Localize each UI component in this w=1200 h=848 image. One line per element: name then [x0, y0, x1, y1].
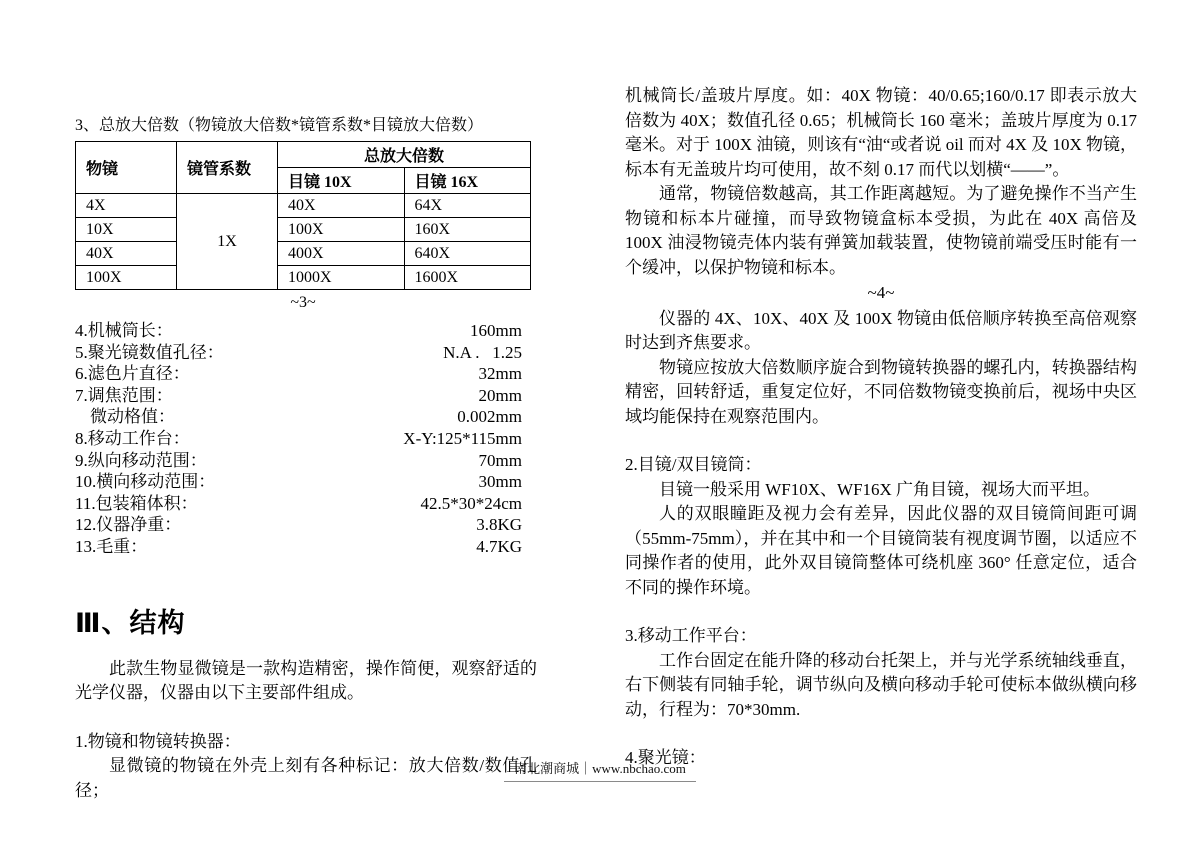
item2-paragraph-1: 目镜一般采用 WF10X、WF16X 广角目镜，视场大而平坦。	[659, 479, 1101, 499]
spec-row	[75, 363, 522, 385]
parfocal-paragraph: 仪器的 4X、10X、40X 及 100X 物镜由低倍顺序转换至高倍观察时达到齐焦要求。	[625, 308, 1137, 352]
spec-value: X-Y:125*115mm	[403, 428, 522, 448]
cell-objective: 4X	[76, 194, 177, 218]
spec-label: 7.调焦范围：	[75, 385, 173, 405]
spring-loaded-paragraph: 通常，物镜倍数越高，其工作距离越短。为了避免操作不当产生物镜和标本片碰撞，而导致物镜盒标本受损，为此在 40X 高倍及 100X 油浸物镜壳体内装有弹簧加载装置，使物镜前端受压时能有一个缓冲，以保护物镜和标本。	[625, 184, 1137, 277]
spec-value: 4.7KG	[476, 536, 522, 556]
spec-value: 32mm	[478, 364, 522, 384]
spec-value: 70mm	[478, 450, 522, 470]
cell-total-16x: 64X	[404, 194, 531, 218]
spec-value: 3.8KG	[476, 515, 522, 535]
footer	[0, 758, 1200, 782]
spec-row	[75, 342, 522, 364]
magnification-table	[75, 141, 531, 290]
cell-total-10x: 400X	[278, 242, 405, 266]
spec-label: 13.毛重：	[75, 536, 148, 556]
spec-label: 4.机械筒长：	[75, 321, 173, 340]
spec-row	[75, 536, 522, 558]
spec-label: 11.包装箱体积：	[75, 493, 198, 513]
spec-label: 5.聚光镜数值孔径：	[75, 342, 224, 362]
spec-row	[75, 471, 522, 493]
spec-row	[75, 493, 522, 515]
header-total-magnification: 总放大倍数	[278, 142, 531, 168]
cell-total-10x: 100X	[278, 218, 405, 242]
header-eyepiece-10x: 目镜 10X	[278, 168, 405, 194]
item1-title: 1.物镜和物镜转换器：	[75, 731, 241, 751]
spec-row	[75, 385, 522, 407]
objective-marking-paragraph: 机械筒长/盖玻片厚度。如：40X 物镜：40/0.65;160/0.17 即表示放大倍数为 40X；数值孔径 0.65；机械筒长 160 毫米；盖玻片厚度为 0.17 毫米。对于 100X 油镜，则该有“油“或者说 oil 而对 4X 及 10X 物镜，标本有无盖玻片均可使用，故不刻 0.17 而代以划横“——”。	[625, 86, 1137, 179]
structure-intro-paragraph: 此款生物显微镜是一款构造精密，操作简便，观察舒适的光学仪器，仪器由以下主要部件组成。	[75, 658, 537, 703]
item3-title: 3.移动工作平台：	[625, 626, 757, 645]
right-column	[625, 84, 1137, 771]
spec-row	[75, 428, 522, 450]
footer-watermark: 南北潮商城｜www.nbchao.com	[504, 758, 696, 782]
item3-paragraph: 工作台固定在能升降的移动台托架上，并与光学系统轴线垂直，右下侧装有同轴手轮，调节纵向及横向移动手轮可使标本做纵横向移动，行程为：70*30mm.	[625, 650, 1137, 719]
spec-label: 8.移动工作台：	[75, 428, 190, 448]
table-row	[76, 218, 531, 242]
page-number-marker-3: ~3~	[290, 294, 316, 311]
cell-objective: 10X	[76, 218, 177, 242]
header-objective: 物镜	[76, 142, 177, 194]
spec-row	[75, 320, 522, 342]
header-eyepiece-16x: 目镜 16X	[404, 168, 531, 194]
spec-label: 12.仪器净重：	[75, 515, 182, 535]
cell-objective: 40X	[76, 242, 177, 266]
spec-label: 9.纵向移动范围：	[75, 450, 207, 470]
cell-total-16x: 160X	[404, 218, 531, 242]
spec-row	[75, 450, 522, 472]
spec-list	[75, 320, 522, 558]
spec-value: 20mm	[478, 385, 522, 405]
header-tube-factor: 镜管系数	[177, 142, 278, 194]
table-row	[76, 242, 531, 266]
spec-value: 160mm	[470, 321, 522, 340]
cell-total-16x: 640X	[404, 242, 531, 266]
spec-label: 10.横向移动范围：	[75, 472, 216, 492]
spec-row	[75, 514, 522, 536]
table-row	[76, 194, 531, 218]
table-header-row-1	[76, 142, 531, 168]
cell-total-10x: 1000X	[278, 266, 405, 290]
cell-objective: 100X	[76, 266, 177, 290]
cell-tube-factor: 1X	[177, 194, 278, 290]
item2-paragraph-2: 人的双眼瞳距及视力会有差异，因此仪器的双目镜筒间距可调（55mm-75mm），并在其中和一个目镜筒装有视度调节圈，以适应不同操作者的使用，此外双目镜筒整体可绕机座 360° 任意定位，适合不同的操作环境。	[625, 504, 1137, 597]
spec-value: 30mm	[478, 472, 522, 492]
item1-paragraph: 显微镜的物镜在外壳上刻有各种标记：放大倍数/数值孔径；	[75, 756, 537, 800]
cell-total-10x: 40X	[278, 194, 405, 218]
left-column	[75, 112, 537, 803]
spec-value: 0.002mm	[457, 407, 522, 427]
item4-title: 4.聚光镜：	[625, 748, 706, 767]
item2-title: 2.目镜/双目镜筒：	[625, 455, 762, 474]
page-number-marker-4: ~4~	[867, 283, 895, 302]
spec-label: 微动格值：	[90, 407, 175, 427]
spec-row	[75, 406, 522, 428]
section-heading-structure: Ⅲ、结构	[75, 607, 186, 638]
turret-paragraph: 物镜应按放大倍数顺序旋合到物镜转换器的螺孔内，转换器结构精密，回转舒适，重复定位好，不同倍数物镜变换前后，视场中央区域均能保持在观察范围内。	[625, 357, 1137, 426]
spec-label: 6.滤色片直径：	[75, 364, 190, 384]
table-row	[76, 266, 531, 290]
cell-total-16x: 1600X	[404, 266, 531, 290]
spec-value: 42.5*30*24cm	[420, 493, 522, 513]
spec-value: N.A . 1.25	[443, 342, 522, 362]
magnification-table-title: 3、总放大倍数（物镜放大倍数*镜管系数*目镜放大倍数）	[75, 117, 484, 134]
